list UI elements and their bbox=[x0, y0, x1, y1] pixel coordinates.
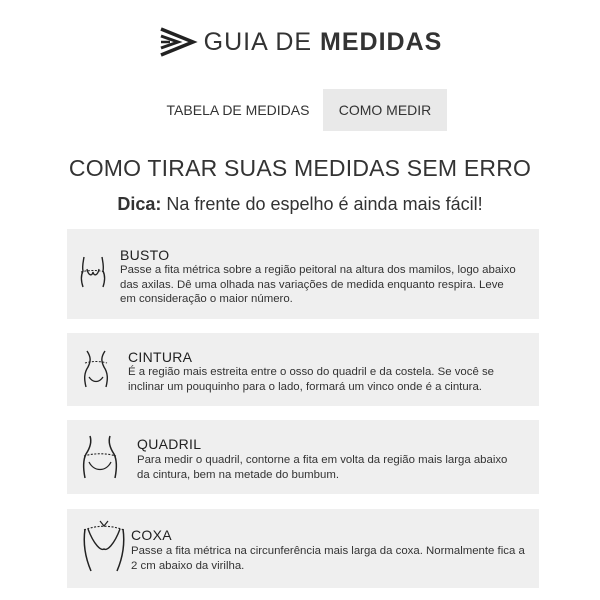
tip-body: Na frente do espelho é ainda mais fácil! bbox=[161, 194, 483, 214]
measure-name: CINTURA bbox=[128, 349, 193, 365]
hip-icon bbox=[81, 434, 119, 480]
measure-name: COXA bbox=[131, 527, 172, 543]
measure-description: Para medir o quadril, contorne a fita em volta da região mais larga abaixo da cintura, bem na metade do bumbum. bbox=[137, 454, 508, 481]
measure-card-busto bbox=[67, 229, 539, 319]
title-bold: MEDIDAS bbox=[320, 27, 443, 56]
chevron-stripes-logo-icon bbox=[158, 26, 198, 58]
tip-text bbox=[0, 194, 600, 215]
measure-description: Passe a fita métrica sobre a região peitoral na altura dos mamilos, logo abaixo das axilas. Dê uma olhada nas variações de medida enquanto respira. Leve em consideração o maior número. bbox=[120, 264, 516, 305]
measure-description: Passe a fita métrica na circunferência mais larga da coxa. Normalmente fica a 2 cm abaixo da virilha. bbox=[131, 545, 525, 572]
measure-card-coxa bbox=[67, 509, 539, 588]
page-title bbox=[204, 28, 443, 57]
measure-description: É a região mais estreita entre o osso do quadril e da costela. Se você se inclinar um pouquinho para o lado, formará um vinco onde é a cintura. bbox=[128, 366, 494, 393]
title-light: GUIA DE bbox=[203, 27, 321, 56]
measure-name: QUADRIL bbox=[137, 436, 202, 452]
section-title: COMO TIRAR SUAS MEDIDAS SEM ERRO bbox=[68, 155, 532, 181]
tip-label: Dica: bbox=[117, 194, 162, 214]
tab-como-medir[interactable]: COMO MEDIR bbox=[323, 89, 447, 131]
thigh-icon bbox=[81, 519, 127, 573]
tab-tabela-de-medidas[interactable]: TABELA DE MEDIDAS bbox=[166, 102, 310, 118]
page-header bbox=[0, 22, 600, 62]
waist-icon bbox=[81, 349, 111, 389]
measure-card-quadril bbox=[67, 420, 539, 494]
tab-bar bbox=[0, 89, 600, 131]
measure-card-cintura bbox=[67, 333, 539, 406]
measure-name: BUSTO bbox=[120, 247, 170, 263]
bust-icon bbox=[79, 255, 107, 289]
